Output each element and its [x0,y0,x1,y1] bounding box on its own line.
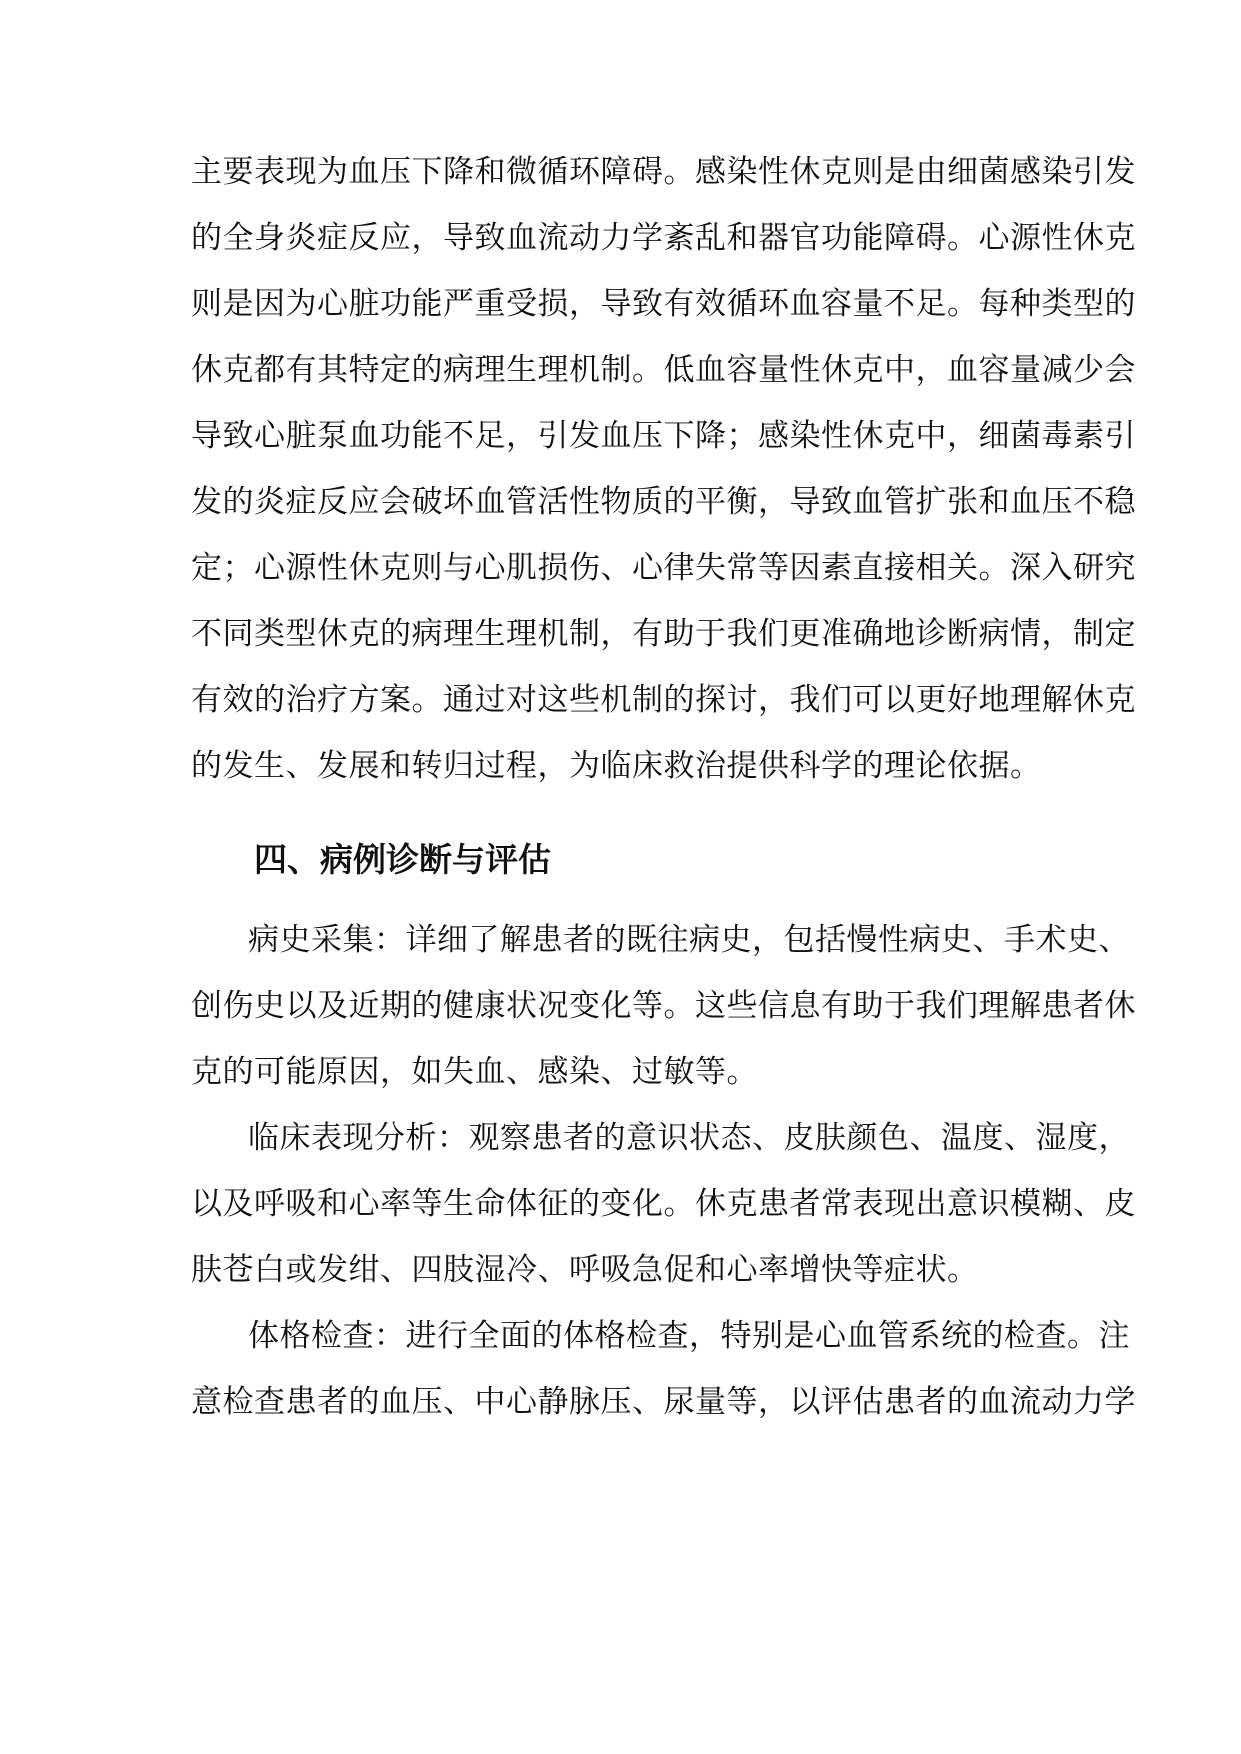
paragraph-1-line-8: 不同类型休克的病理生理机制，有助于我们更准确地诊断病情，制定 [191,616,1136,652]
paragraph-3-line-2: 以及呼吸和心率等生命体征的变化。休克患者常表现出意识模糊、皮 [191,1186,1136,1222]
paragraph-1-line-2: 的全身炎症反应，导致血流动力学紊乱和器官功能障碍。心源性休克 [191,220,1136,256]
paragraph-3-line-1: 临床表现分析：观察患者的意识状态、皮肤颜色、温度、湿度， [248,1120,1130,1156]
paragraph-1-line-4: 休克都有其特定的病理生理机制。低血容量性休克中，血容量减少会 [191,352,1136,388]
paragraph-4-line-1: 体格检查：进行全面的体格检查，特别是心血管系统的检查。注 [248,1318,1130,1354]
paragraph-1-line-5: 导致心脏泵血功能不足，引发血压下降；感染性休克中，细菌毒素引 [191,418,1136,454]
paragraph-1-line-9: 有效的治疗方案。通过对这些机制的探讨，我们可以更好地理解休克 [191,682,1136,718]
paragraph-2-line-3: 克的可能原因，如失血、感染、过敏等。 [191,1054,758,1090]
paragraph-1-line-10: 的发生、发展和转归过程，为临床救治提供科学的理论依据。 [191,748,1042,784]
paragraph-3-line-3: 肤苍白或发绀、四肢湿冷、呼吸急促和心率增快等症状。 [191,1252,979,1288]
paragraph-1-line-7: 定；心源性休克则与心肌损伤、心律失常等因素直接相关。深入研究 [191,550,1136,586]
paragraph-2-line-2: 创伤史以及近期的健康状况变化等。这些信息有助于我们理解患者休 [191,988,1136,1024]
paragraph-1-line-3: 则是因为心脏功能严重受损，导致有效循环血容量不足。每种类型的 [191,286,1136,322]
paragraph-2-line-1: 病史采集：详细了解患者的既往病史，包括慢性病史、手术史、 [248,922,1130,958]
paragraph-1-line-6: 发的炎症反应会破坏血管活性物质的平衡，导致血管扩张和血压不稳 [191,484,1136,520]
paragraph-1-line-1: 主要表现为血压下降和微循环障碍。感染性休克则是由细菌感染引发 [191,154,1136,190]
paragraph-4-line-2: 意检查患者的血压、中心静脉压、尿量等，以评估患者的血流动力学 [191,1384,1136,1420]
section-heading: 四、病例诊断与评估 [254,840,551,879]
